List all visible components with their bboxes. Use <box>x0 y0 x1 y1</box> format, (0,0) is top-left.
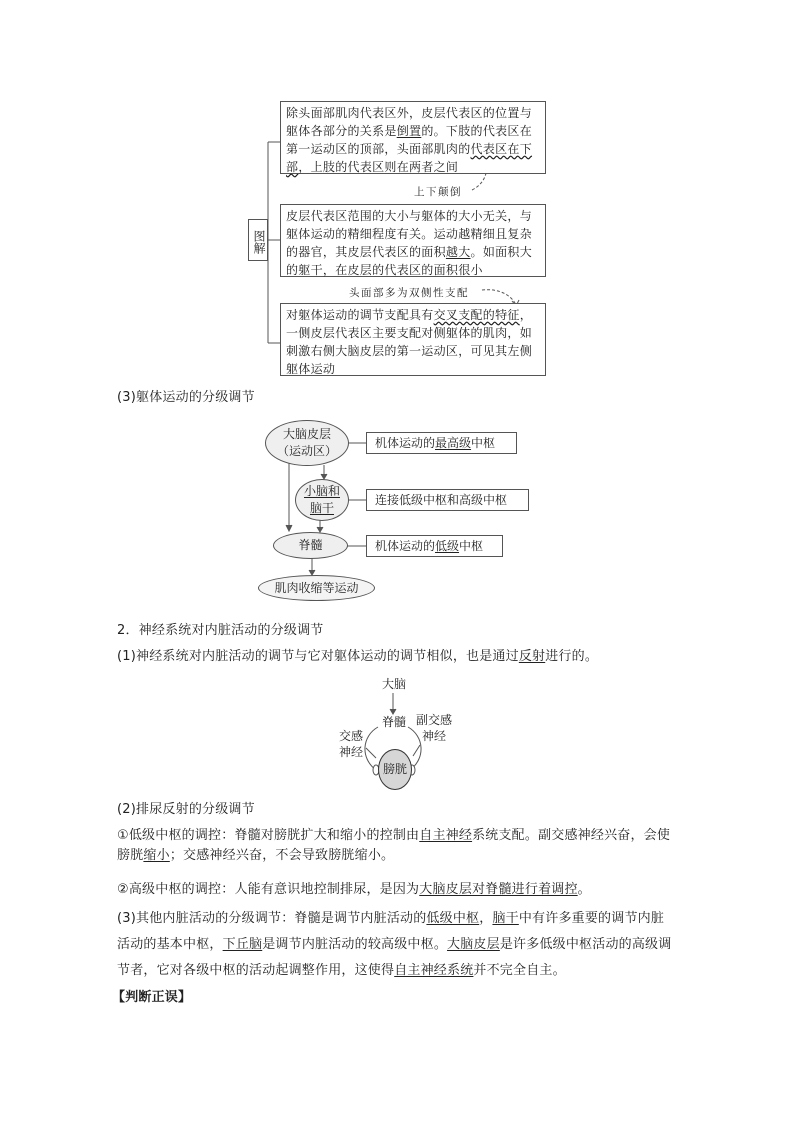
diagram1-box-inverted: 除头面部肌肉代表区外，皮层代表区的位置与躯体各部分的关系是倒置的。下肢的代表区在第一运动区的顶部，头面部肌肉的代表区在下部，上肢的代表区则在两者之间 <box>280 101 546 174</box>
parasympathetic-nerve-label: 副交感 神经 <box>415 713 452 743</box>
muscle-contraction-node: 肌肉收缩等运动 <box>258 575 375 601</box>
diagram1-box-area: 皮层代表区范围的大小与躯体的大小无关，与躯体运动的精细程度有关。运动越精细且复杂的器官，其皮层代表区的面积越大。如面积大的躯干，在皮层的代表区的面积很小 <box>280 204 546 277</box>
paragraph-other-visceral: (3)其他内脏活动的分级调节：脊髓是调节内脏活动的低级中枢，脑干中有许多重要的调节内脏活动的基本中枢，下丘脑是调节内脏活动的较高级中枢。大脑皮层是许多低级中枢活动的高级调节者，它对各级中枢的活动起调整作用，这使得自主神经系统并不完全自主。 <box>117 911 672 978</box>
brain-label: 大脑 <box>381 677 406 691</box>
paragraph-visceral-reflex: (1)神经系统对内脏活动的调节与它对躯体运动的调节相似，也是通过反射进行的。 <box>117 649 599 664</box>
diagram1-box-cross: 对躯体运动的调节支配具有交叉支配的特征，一侧皮层代表区主要支配对侧躯体的肌肉，如刺激右侧大脑皮层的第一运动区，可见其左侧躯体运动 <box>280 303 546 376</box>
highest-center-box: 机体运动的最高级中枢 <box>366 432 517 454</box>
diagram1-side-label: 图解 <box>248 219 268 261</box>
section2-heading: 2．神经系统对内脏活动的分级调节 <box>117 623 324 638</box>
sympathetic-nerve-label: 交感 神经 <box>338 729 363 759</box>
bladder-node: 膀胱 <box>378 749 412 790</box>
urination-reflex-heading: (2)排尿反射的分级调节 <box>117 802 255 817</box>
lower-center-box: 机体运动的低级中枢 <box>366 535 503 557</box>
spinal-cord-label: 脊髓 <box>381 715 406 729</box>
cerebellum-brainstem-node: 小脑和 脑干 <box>295 479 349 521</box>
paragraph-low-center: ①低级中枢的调控：脊髓对膀胱扩大和缩小的控制由自主神经系统支配。副交感神经兴奋，会使膀胱缩小；交感神经兴奋，不会导致膀胱缩小。 <box>117 828 671 863</box>
paragraph-high-center: ②高级中枢的调控：人能有意识地控制排尿，是因为大脑皮层对脊髓进行着调控。 <box>117 882 591 897</box>
judge-true-false-label: 【判断正误】 <box>112 990 192 1005</box>
section3-heading: (3)躯体运动的分级调节 <box>117 390 255 405</box>
diagram1-note-inverted: 上下颠倒 <box>414 186 462 198</box>
connecting-center-box: 连接低级中枢和高级中枢 <box>366 489 529 511</box>
diagram1-note-bilateral: 头面部多为双侧性支配 <box>349 287 469 299</box>
cerebral-cortex-node: 大脑皮层 （运动区） <box>265 420 349 466</box>
spinal-cord-node: 脊髓 <box>273 532 348 559</box>
